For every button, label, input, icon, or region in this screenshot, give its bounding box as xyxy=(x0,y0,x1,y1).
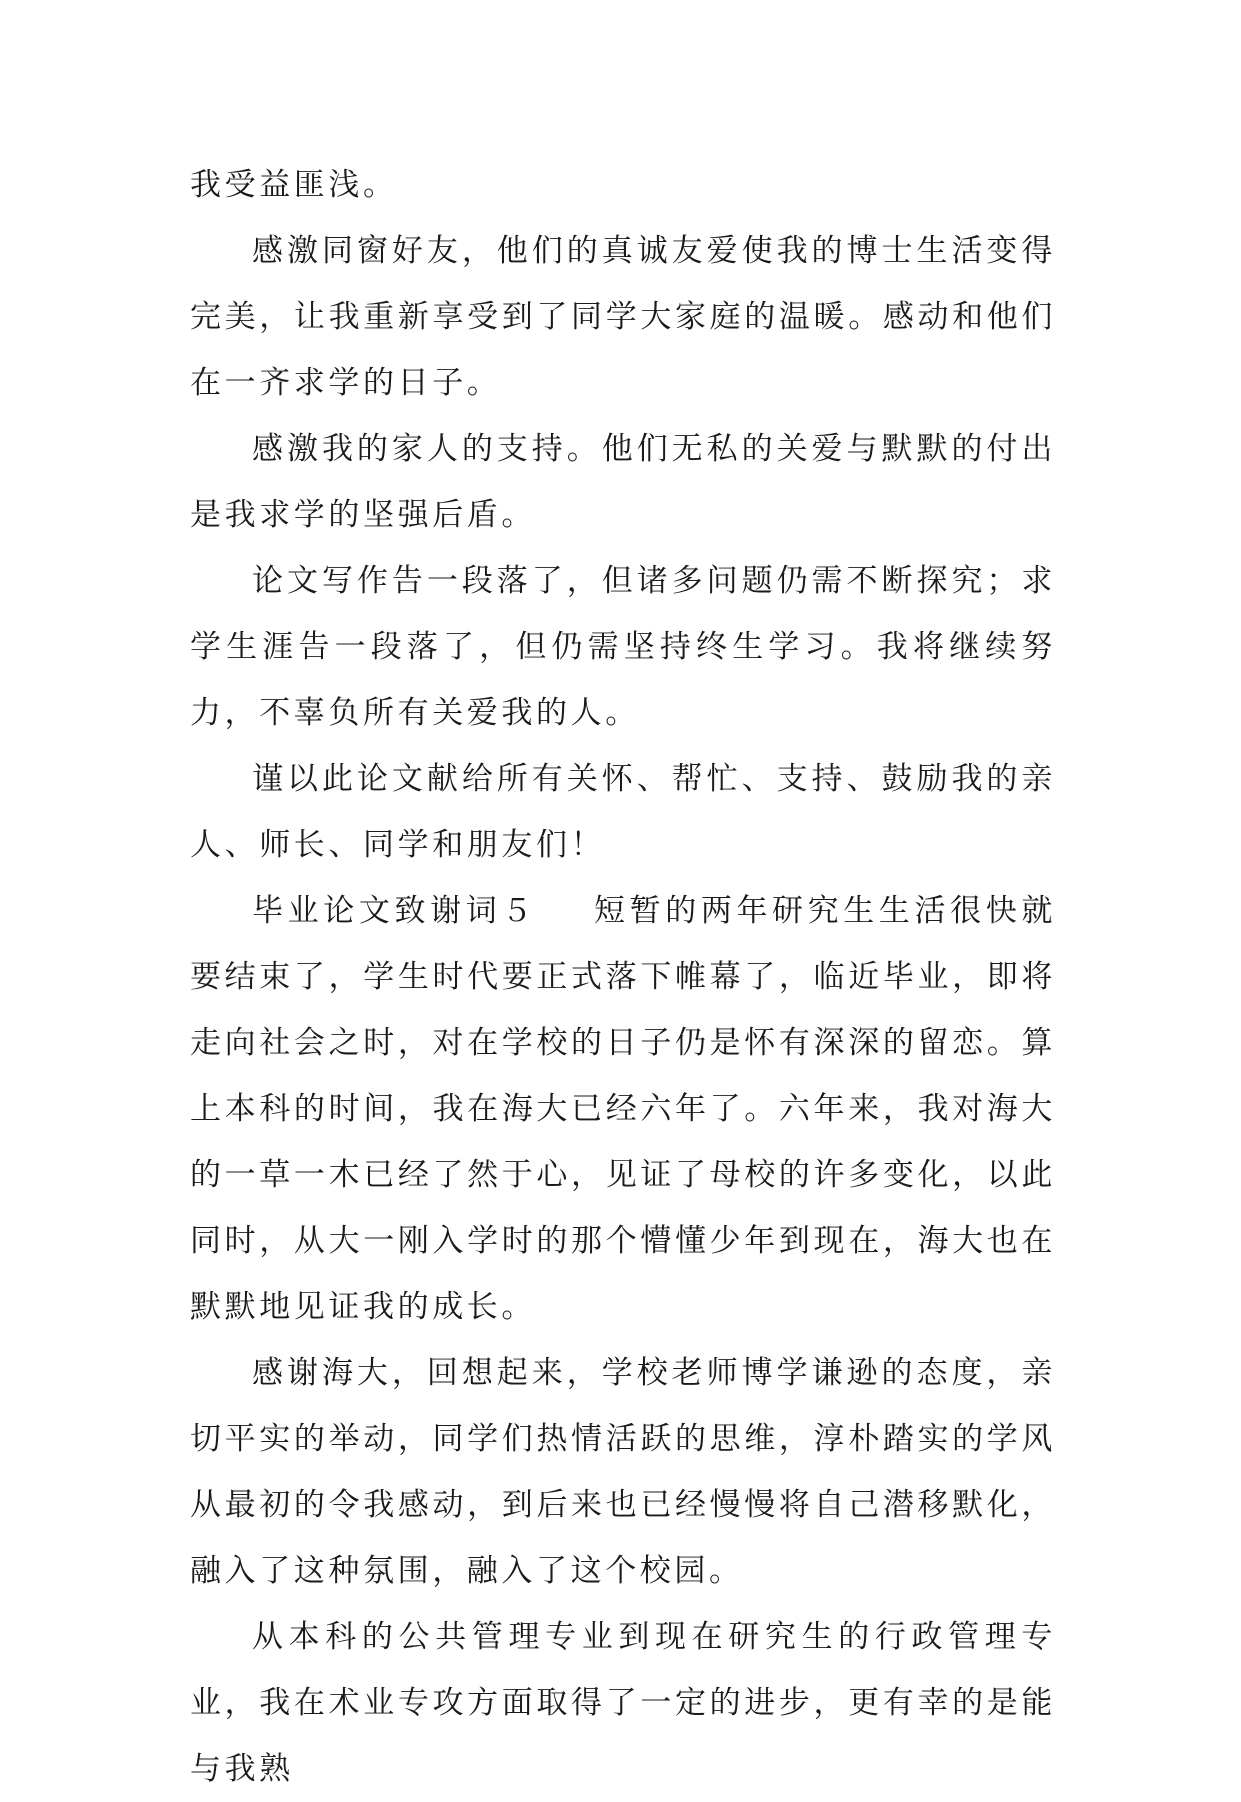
paragraph-6-text: 短暂的两年研究生生活很快就要结束了，学生时代要正式落下帷幕了，临近毕业，即将走向社会之时，对在学校的日子仍是怀有深深的留恋。算上本科的时间，我在海大已经六年了。六年来，我对海大的一草一木已经了然于心，见证了母校的许多变化，以此同时，从大一刚入学时的那个懵懂少年到现在，海大也在默默地见证我的成长。 xyxy=(190,893,1056,1325)
paragraph-4: 论文写作告一段落了，但诸多问题仍需不断探究；求学生涯告一段落了，但仍需坚持终生学习。我将继续努力，不辜负所有关爱我的人。 xyxy=(190,563,1056,731)
paragraph-1: 我受益匪浅。 xyxy=(190,167,398,203)
paragraph-7: 感谢海大，回想起来，学校老师博学谦逊的态度，亲切平实的举动，同学们热情活跃的思维，淳朴踏实的学风从最初的令我感动，到后来也已经慢慢将自己潜移默化，融入了这种氛围，融入了这个校园。 xyxy=(190,1355,1056,1589)
paragraph-8: 从本科的公共管理专业到现在研究生的行政管理专业，我在术业专攻方面取得了一定的进步，更有幸的是能与我熟 xyxy=(190,1619,1056,1787)
paragraph-5: 谨以此论文献给所有关怀、帮忙、支持、鼓励我的亲人、师长、同学和朋友们！ xyxy=(190,761,1056,863)
section-heading: 毕业论文致谢词５ xyxy=(252,893,537,929)
paragraph-2: 感激同窗好友，他们的真诚友爱使我的博士生活变得完美，让我重新享受到了同学大家庭的温暖。感动和他们在一齐求学的日子。 xyxy=(190,233,1056,401)
paragraph-6 xyxy=(190,878,1056,1340)
body-text xyxy=(190,152,1056,1802)
paragraph-3: 感激我的家人的支持。他们无私的关爱与默默的付出是我求学的坚强后盾。 xyxy=(190,431,1056,533)
